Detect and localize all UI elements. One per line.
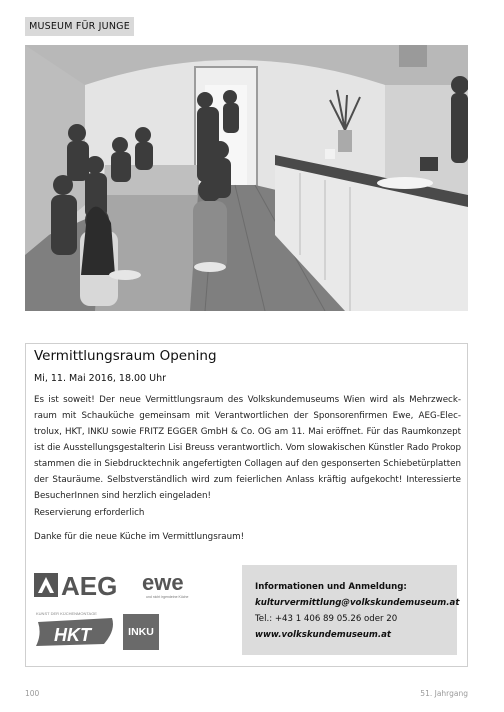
event-card xyxy=(25,343,468,667)
info-email-link[interactable]: kulturvermittlung@volkskundemuseum.at xyxy=(255,598,460,608)
sponsor-logos xyxy=(34,570,234,660)
ewe-logo-text: ewe xyxy=(142,570,184,595)
info-box xyxy=(242,565,460,655)
aeg-logo xyxy=(34,572,132,598)
ewe-tagline: und nicht irgendeine Küche xyxy=(146,595,189,599)
page-number: 100 xyxy=(25,689,40,698)
hkt-tagline: KUNST DER KÜCHENMONTAGE xyxy=(36,611,97,616)
event-date: Mi, 11. Mai 2016, 18.00 Uhr xyxy=(34,373,166,384)
section-tag: MUSEUM FÜR JUNGE xyxy=(25,17,134,36)
info-website-link[interactable]: www.volkskundemuseum.at xyxy=(255,630,392,640)
hkt-logo-text: HKT xyxy=(54,625,91,645)
aeg-logo-text: AEG xyxy=(61,572,118,598)
article-photo xyxy=(25,45,468,311)
event-title: Vermittlungsraum Opening xyxy=(34,348,217,364)
reservation-note: Reservierung erforderlich xyxy=(34,508,145,518)
thanks-note: Danke für die neue Küche im Vermittlungsraum! xyxy=(34,532,245,542)
inku-logo: INKU xyxy=(123,614,159,650)
hkt-logo xyxy=(34,610,116,650)
volume-label: 51. Jahrgang xyxy=(420,689,468,698)
ewe-logo xyxy=(142,570,202,602)
info-heading: Informationen und Anmeldung: xyxy=(255,582,407,592)
event-description: Es ist soweit! Der neue Vermittlungsraum des Volkskundemuseums Wien wird als Mehrzweckraum mit Schauküche gemeinsam mit Verantwortlichen der Sponsorenfirmen Ewe, AEG-Electrolux, HKT, INKU sowie FRITZ EGGER GmbH & Co. OG am 11. Mai eröffnet. Für das Raumkonzept ist die Ausstellungsgestalterin Lisi Breuss verantwortlich. Vom slowakischen Künstler Rado Prokop stammen die in Siebdrucktechnik angefertigten Collagen auf den gesponserten Schiebetürplatten der Stauräume. Selbstverständlich wird zum feierlichen Anlass kräftig aufgekocht! Interessierte BesucherInnen sind herzlich eingeladen! xyxy=(34,395,461,501)
info-phone: Tel.: +43 1 406 89 05.26 oder 20 xyxy=(255,614,398,624)
